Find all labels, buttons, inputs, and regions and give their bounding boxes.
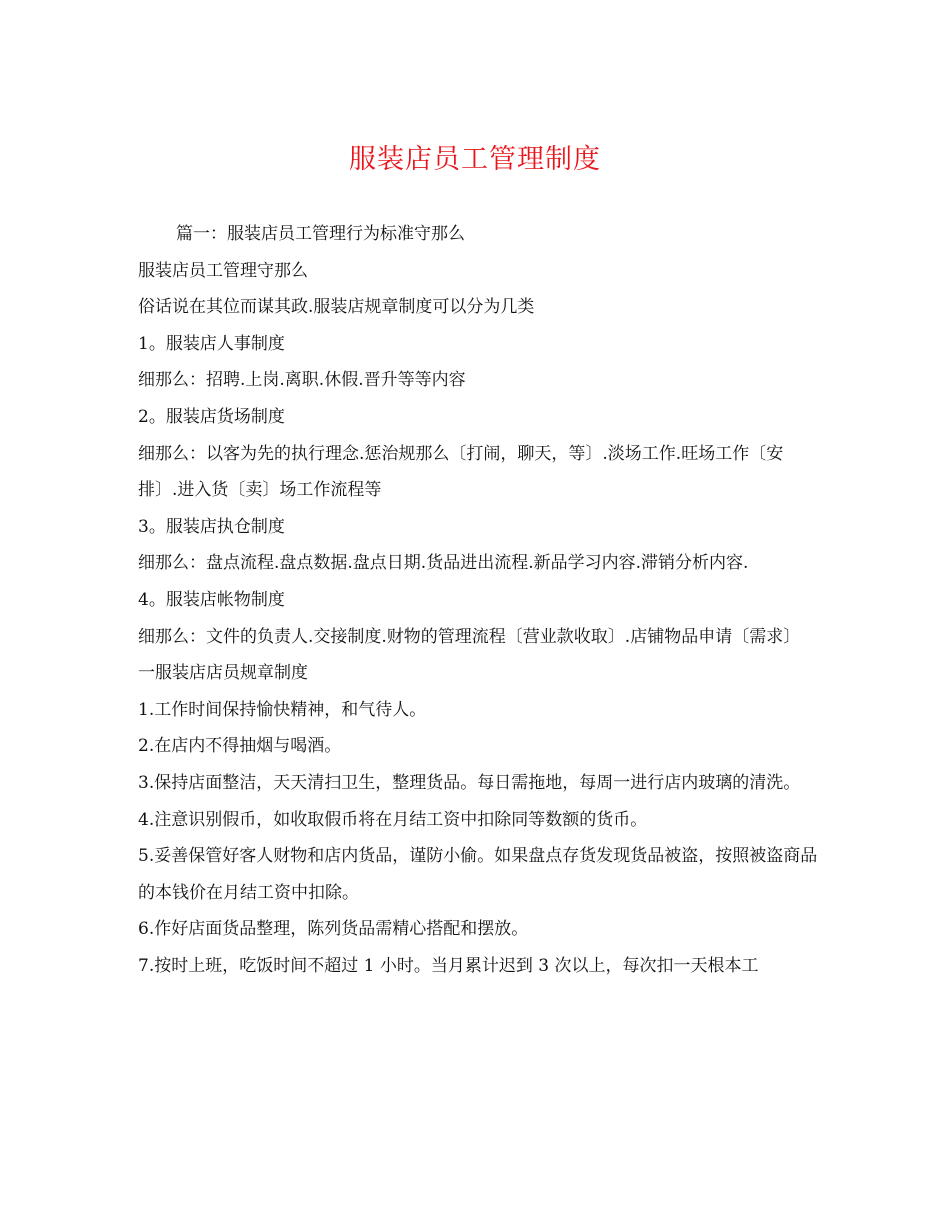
rule-item: 5.妥善保管好客人财物和店内货品，谨防小偷。如果盘点存货发现货品被盗，按照被盗商品的本钱价在月结工资中扣除。 [138, 846, 818, 903]
document-title: 服装店员工管理制度 [349, 144, 601, 175]
rule-item: 7.按时上班，吃饭时间不超过 1 小时。当月累计迟到 3 次以上，每次扣一天根本工 [138, 955, 759, 976]
rule-item: 1.工作时间保持愉快精神，和气待人。 [138, 699, 427, 720]
paragraph: 俗话说在其位而谋其政.服装店规章制度可以分为几类 [138, 297, 535, 318]
rule-item: 2.在店内不得抽烟与喝酒。 [138, 736, 342, 757]
list-heading: 1。服装店人事制度 [138, 333, 285, 354]
paragraph: 细那么：以客为先的执行理念.惩治规那么〔打闹，聊天，等〕.淡场工作.旺场工作〔安排〕.进入货〔卖〕场工作流程等 [138, 443, 784, 501]
rule-item: 4.注意识别假币，如收取假币将在月结工资中扣除同等数额的货币。 [138, 809, 648, 830]
rule-item: 6.作好店面货品整理，陈列货品需精心搭配和摆放。 [138, 919, 529, 940]
section-heading: 一服装店店员规章制度 [138, 663, 308, 684]
document-body [138, 216, 818, 984]
paragraph: 细那么：文件的负责人.交接制度.财物的管理流程〔营业款收取〕.店铺物品申请〔需求〕 [138, 626, 801, 647]
rule-item: 3.保持店面整洁，天天清扫卫生，整理货品。每日需拖地，每周一进行店内玻璃的清洗。 [138, 772, 801, 793]
list-heading: 4。服装店帐物制度 [138, 589, 285, 610]
paragraph: 细那么：招聘.上岗.离职.休假.晋升等等内容 [138, 370, 466, 391]
section-heading: 篇一：服装店员工管理行为标准守那么 [176, 224, 465, 244]
list-heading: 2。服装店货场制度 [138, 406, 285, 427]
paragraph: 服装店员工管理守那么 [138, 260, 308, 281]
paragraph: 细那么：盘点流程.盘点数据.盘点日期.货品进出流程.新品学习内容.滞销分析内容. [138, 553, 749, 574]
list-heading: 3。服装店执仓制度 [138, 516, 285, 537]
